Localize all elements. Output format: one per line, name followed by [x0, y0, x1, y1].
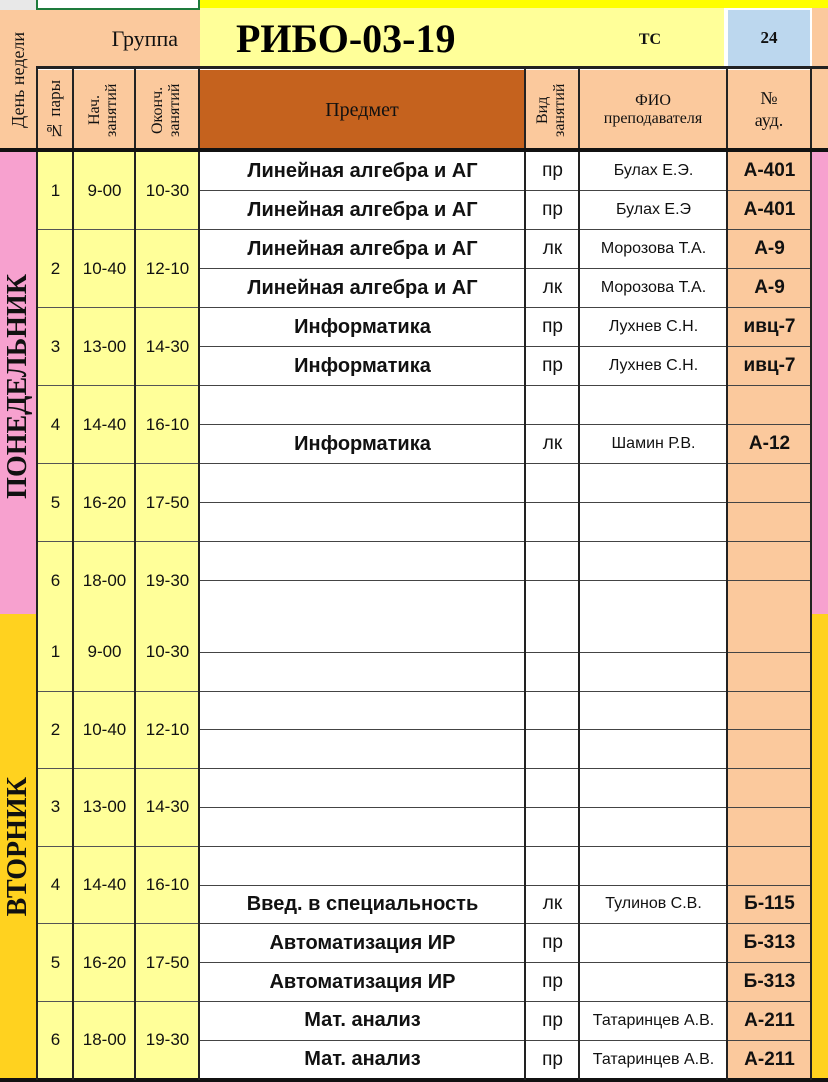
lesson-type[interactable]: пр: [526, 1002, 580, 1041]
lesson-teacher[interactable]: Морозова Т.А.: [580, 230, 728, 269]
lesson-subject[interactable]: Автоматизация ИР: [200, 924, 526, 963]
pair-end-time: 14-30: [136, 308, 200, 386]
pair-end-time: 19-30: [136, 542, 200, 620]
lesson-room[interactable]: [728, 614, 812, 653]
pair-number-header: [38, 70, 72, 150]
pair-start-time: 10-40: [74, 692, 136, 770]
lesson-subject[interactable]: Линейная алгебра и АГ: [200, 269, 526, 308]
class-type-header: [526, 70, 578, 150]
lesson-subject[interactable]: Линейная алгебра и АГ: [200, 230, 526, 269]
lesson-teacher[interactable]: Булах Е.Э: [580, 191, 728, 230]
lesson-subject[interactable]: [200, 847, 526, 886]
lesson-subject[interactable]: Введ. в специальность: [200, 886, 526, 925]
lesson-subject[interactable]: [200, 614, 526, 653]
lesson-subject[interactable]: [200, 808, 526, 847]
pair-start-time: 9-00: [74, 614, 136, 692]
pair-end-time: 16-10: [136, 386, 200, 464]
lesson-teacher[interactable]: [580, 542, 728, 581]
lesson-type[interactable]: [526, 847, 580, 886]
pair-start-time: 13-00: [74, 308, 136, 386]
lesson-teacher[interactable]: [580, 464, 728, 503]
lesson-teacher[interactable]: [580, 614, 728, 653]
lesson-room[interactable]: А-401: [728, 191, 812, 230]
lesson-teacher[interactable]: Тулинов С.В.: [580, 886, 728, 925]
lesson-room[interactable]: Б-313: [728, 924, 812, 963]
pair-start-time: 16-20: [74, 924, 136, 1002]
lesson-teacher[interactable]: [580, 847, 728, 886]
class-type-header-text: Вид занятий: [534, 83, 568, 137]
lesson-subject[interactable]: Линейная алгебра и АГ: [200, 152, 526, 191]
top-color-band: [200, 0, 828, 8]
lesson-type[interactable]: [526, 692, 580, 731]
lesson-type[interactable]: [526, 386, 580, 425]
selected-cell-outline[interactable]: [36, 0, 200, 10]
lesson-type[interactable]: пр: [526, 191, 580, 230]
day-name: ПОНЕДЕЛЬНИК: [2, 273, 34, 499]
pair-end-time: 10-30: [136, 152, 200, 230]
day-of-week-header-text: День недели: [7, 32, 28, 128]
lesson-type[interactable]: [526, 503, 580, 542]
column-rule: [810, 68, 812, 1080]
column-rule: [72, 68, 74, 1080]
lesson-room[interactable]: А-12: [728, 425, 812, 464]
lesson-type[interactable]: пр: [526, 963, 580, 1002]
pair-start-time: 18-00: [74, 542, 136, 620]
right-day-band: [812, 152, 828, 620]
lesson-teacher[interactable]: [580, 808, 728, 847]
lesson-room[interactable]: [728, 503, 812, 542]
lesson-type[interactable]: пр: [526, 308, 580, 347]
subject-header: Предмет: [200, 70, 524, 150]
column-rule: [134, 68, 136, 1080]
pair-number: 5: [38, 464, 74, 542]
right-day-band: [812, 614, 828, 1080]
lesson-subject[interactable]: [200, 653, 526, 692]
column-rule: [578, 68, 580, 1080]
lesson-subject[interactable]: Информатика: [200, 425, 526, 464]
lesson-type[interactable]: [526, 614, 580, 653]
lesson-teacher[interactable]: Лухнев С.Н.: [580, 308, 728, 347]
group-name: РИБО-03-19: [200, 8, 724, 68]
lesson-type[interactable]: лк: [526, 230, 580, 269]
lesson-type[interactable]: лк: [526, 269, 580, 308]
day-of-week-header: [2, 12, 34, 148]
pair-number: 3: [38, 308, 74, 386]
lesson-subject[interactable]: [200, 464, 526, 503]
lesson-subject[interactable]: [200, 542, 526, 581]
lesson-subject[interactable]: Информатика: [200, 308, 526, 347]
lesson-type[interactable]: пр: [526, 924, 580, 963]
lesson-room[interactable]: [728, 808, 812, 847]
lesson-type[interactable]: [526, 730, 580, 769]
lesson-teacher[interactable]: [580, 503, 728, 542]
lesson-room[interactable]: ивц-7: [728, 347, 812, 386]
pair-start-time: 9-00: [74, 152, 136, 230]
pair-number: 6: [38, 542, 74, 620]
lesson-subject[interactable]: Линейная алгебра и АГ: [200, 191, 526, 230]
lesson-subject[interactable]: [200, 692, 526, 731]
pair-start-time: 18-00: [74, 1002, 136, 1080]
pair-end-time: 17-50: [136, 464, 200, 542]
sheet-number: 24: [728, 10, 810, 66]
lesson-teacher[interactable]: Татаринцев А.В.: [580, 1002, 728, 1041]
header-bottom-rule: [0, 148, 828, 152]
lesson-teacher[interactable]: Морозова Т.А.: [580, 269, 728, 308]
lesson-room[interactable]: ивц-7: [728, 308, 812, 347]
lesson-teacher[interactable]: [580, 963, 728, 1002]
lesson-room[interactable]: А-211: [728, 1002, 812, 1041]
pair-number: 6: [38, 1002, 74, 1080]
lesson-teacher[interactable]: Татаринцев А.В.: [580, 1041, 728, 1080]
column-rule: [726, 68, 728, 1080]
lesson-teacher[interactable]: [580, 924, 728, 963]
lesson-teacher[interactable]: Лухнев С.Н.: [580, 347, 728, 386]
pair-number: 1: [38, 614, 74, 692]
pair-number: 3: [38, 769, 74, 847]
pair-number: 1: [38, 152, 74, 230]
pair-number: 5: [38, 924, 74, 1002]
day-column: [0, 152, 36, 620]
pair-end-time: 12-10: [136, 692, 200, 770]
column-rule: [524, 68, 526, 1080]
pair-start-time: 14-40: [74, 386, 136, 464]
pair-start-time: 10-40: [74, 230, 136, 308]
lesson-type[interactable]: [526, 542, 580, 581]
lesson-type[interactable]: лк: [526, 886, 580, 925]
lesson-teacher[interactable]: [580, 730, 728, 769]
lesson-subject[interactable]: Информатика: [200, 347, 526, 386]
lesson-room[interactable]: [728, 692, 812, 731]
lesson-type[interactable]: [526, 653, 580, 692]
lesson-room[interactable]: [728, 847, 812, 886]
day-name: ВТОРНИК: [2, 777, 34, 917]
lesson-room[interactable]: [728, 653, 812, 692]
lesson-type[interactable]: пр: [526, 152, 580, 191]
lesson-teacher[interactable]: Булах Е.Э.: [580, 152, 728, 191]
lesson-type[interactable]: пр: [526, 347, 580, 386]
column-rule: [36, 68, 38, 1080]
lesson-room[interactable]: [728, 769, 812, 808]
lesson-teacher[interactable]: [580, 653, 728, 692]
right-header-band: [812, 8, 828, 150]
lesson-room[interactable]: А-401: [728, 152, 812, 191]
lesson-teacher[interactable]: Шамин Р.В.: [580, 425, 728, 464]
lesson-room[interactable]: А-211: [728, 1041, 812, 1080]
pair-end-time: 16-10: [136, 847, 200, 925]
lesson-room[interactable]: [728, 730, 812, 769]
title-bottom-rule: [36, 66, 828, 69]
pair-end-time: 17-50: [136, 924, 200, 1002]
lesson-room[interactable]: [728, 464, 812, 503]
lesson-type[interactable]: [526, 808, 580, 847]
pair-number: 2: [38, 230, 74, 308]
pair-number: 4: [38, 847, 74, 925]
lesson-subject[interactable]: Мат. анализ: [200, 1041, 526, 1080]
pair-number-header-text: № пары: [45, 80, 65, 140]
lesson-room[interactable]: Б-115: [728, 886, 812, 925]
lesson-room[interactable]: [728, 386, 812, 425]
lesson-subject[interactable]: Автоматизация ИР: [200, 963, 526, 1002]
lesson-room[interactable]: А-9: [728, 269, 812, 308]
lesson-subject[interactable]: [200, 730, 526, 769]
lesson-room[interactable]: [728, 542, 812, 581]
lesson-type[interactable]: пр: [526, 1041, 580, 1080]
pair-start-time: 16-20: [74, 464, 136, 542]
pair-end-time: 10-30: [136, 614, 200, 692]
pair-end-time: 14-30: [136, 769, 200, 847]
start-header-text: Нач. занятий: [86, 83, 120, 137]
lesson-subject[interactable]: [200, 386, 526, 425]
pair-start-time: 14-40: [74, 847, 136, 925]
sheet-grid-corner: [0, 0, 36, 10]
lesson-type[interactable]: [526, 769, 580, 808]
pair-number: 4: [38, 386, 74, 464]
lesson-type[interactable]: [526, 464, 580, 503]
lesson-teacher[interactable]: [580, 386, 728, 425]
lesson-subject[interactable]: Мат. анализ: [200, 1002, 526, 1041]
room-header: № ауд.: [728, 70, 810, 150]
pair-end-time: 12-10: [136, 230, 200, 308]
end-header-text: Оконч. занятий: [149, 83, 183, 137]
group-label: Группа: [36, 10, 200, 68]
lesson-teacher[interactable]: [580, 769, 728, 808]
day-column: [0, 614, 36, 1080]
lesson-room[interactable]: А-9: [728, 230, 812, 269]
lesson-room[interactable]: Б-313: [728, 963, 812, 1002]
pair-number: 2: [38, 692, 74, 770]
lesson-type[interactable]: лк: [526, 425, 580, 464]
lesson-subject[interactable]: [200, 769, 526, 808]
teacher-header: ФИО преподавателя: [580, 70, 726, 150]
column-rule: [198, 68, 200, 1080]
type-code: ТС: [638, 31, 662, 48]
lesson-teacher[interactable]: [580, 692, 728, 731]
start-header: [74, 70, 134, 150]
pair-start-time: 13-00: [74, 769, 136, 847]
end-header: [136, 70, 198, 150]
lesson-subject[interactable]: [200, 503, 526, 542]
pair-end-time: 19-30: [136, 1002, 200, 1080]
